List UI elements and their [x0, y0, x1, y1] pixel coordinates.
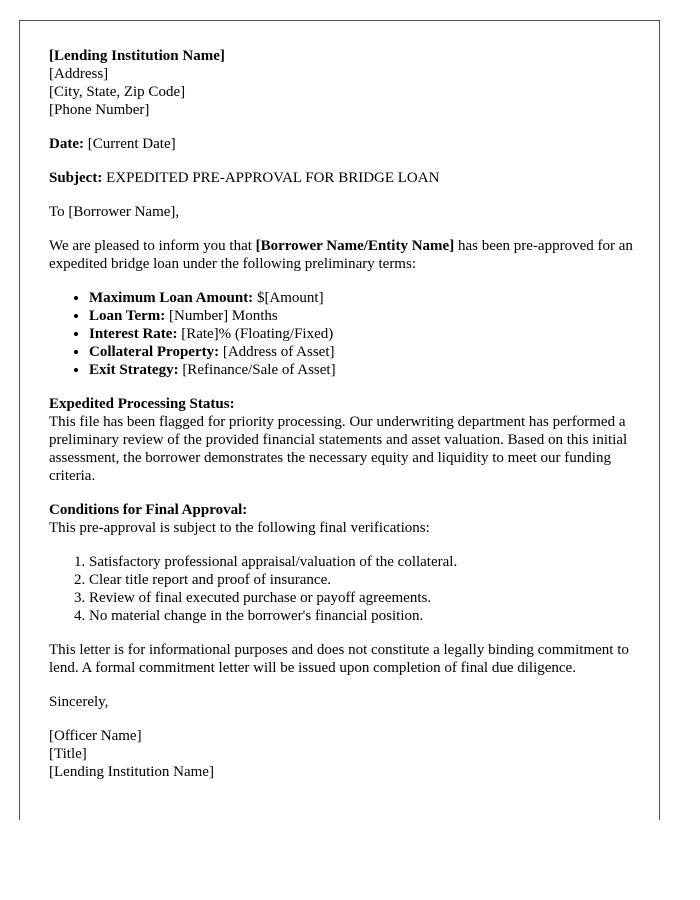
term-value: [Refinance/Sale of Asset] — [182, 362, 336, 378]
term-value: [Address of Asset] — [222, 344, 335, 360]
conditions-list — [49, 553, 649, 625]
list-item — [89, 361, 649, 379]
date-line — [49, 135, 649, 153]
date-value: [Current Date] — [87, 136, 176, 152]
conditions-intro: This pre-approval is subject to the following final verifications: — [49, 520, 430, 536]
subject-label: Subject: — [49, 170, 103, 186]
processing-heading: Expedited Processing Status: — [49, 396, 235, 412]
conditions-section — [49, 501, 649, 537]
processing-text: This file has been flagged for priority processing. Our underwriting department has performed a preliminary review of the provided financial statements and asset valuation. Based on this initial assessment, the borrower demonstrates the necessary equity and liquidity to meet our funding criteria. — [49, 414, 628, 484]
list-item — [89, 325, 649, 343]
institution-address: [Address] — [49, 66, 109, 82]
date-label: Date: — [49, 136, 84, 152]
intro-after: has been pre-approved for an expedited bridge loan under the following preliminary terms: — [49, 238, 633, 272]
term-value: [Rate]% (Floating/Fixed) — [181, 326, 334, 342]
list-item: 4. No material change in the borrower's financial position. — [89, 607, 649, 625]
signature-institution: [Lending Institution Name] — [49, 764, 214, 780]
term-label: Exit Strategy: — [89, 362, 179, 378]
processing-section — [49, 395, 649, 485]
term-label: Maximum Loan Amount: — [89, 290, 254, 306]
intro-before: We are pleased to inform you that — [49, 238, 256, 254]
officer-name: [Officer Name] — [49, 728, 142, 744]
letterhead — [49, 47, 649, 119]
term-label: Interest Rate: — [89, 326, 178, 342]
letter-body — [49, 47, 649, 781]
list-item: 2. Clear title report and proof of insurance. — [89, 571, 649, 589]
list-item — [89, 289, 649, 307]
institution-phone: [Phone Number] — [49, 102, 150, 118]
list-item — [89, 307, 649, 325]
term-label: Collateral Property: — [89, 344, 220, 360]
subject-line — [49, 169, 649, 187]
subject-value: EXPEDITED PRE-APPROVAL FOR BRIDGE LOAN — [106, 170, 440, 186]
intro-paragraph — [49, 237, 639, 273]
disclaimer-paragraph: This letter is for informational purposes and does not constitute a legally binding commitment to lend. A formal commitment letter will be issued upon completion of final due diligence. — [49, 642, 629, 676]
term-value: [Number] Months — [169, 308, 278, 324]
salutation: To [Borrower Name], — [49, 204, 180, 220]
intro-entity: [Borrower Name/Entity Name] — [255, 238, 455, 254]
list-item: 3. Review of final executed purchase or payoff agreements. — [89, 589, 649, 607]
term-value: $[Amount] — [256, 290, 324, 306]
signature-block — [49, 727, 649, 781]
institution-name: [Lending Institution Name] — [49, 48, 225, 64]
sign-off: Sincerely, — [49, 694, 109, 710]
list-item: 1. Satisfactory professional appraisal/valuation of the collateral. — [89, 553, 649, 571]
list-item — [89, 343, 649, 361]
loan-terms-list — [49, 289, 649, 379]
institution-city-state-zip: [City, State, Zip Code] — [49, 84, 186, 100]
term-label: Loan Term: — [89, 308, 166, 324]
officer-title: [Title] — [49, 746, 87, 762]
conditions-heading: Conditions for Final Approval: — [49, 502, 248, 518]
